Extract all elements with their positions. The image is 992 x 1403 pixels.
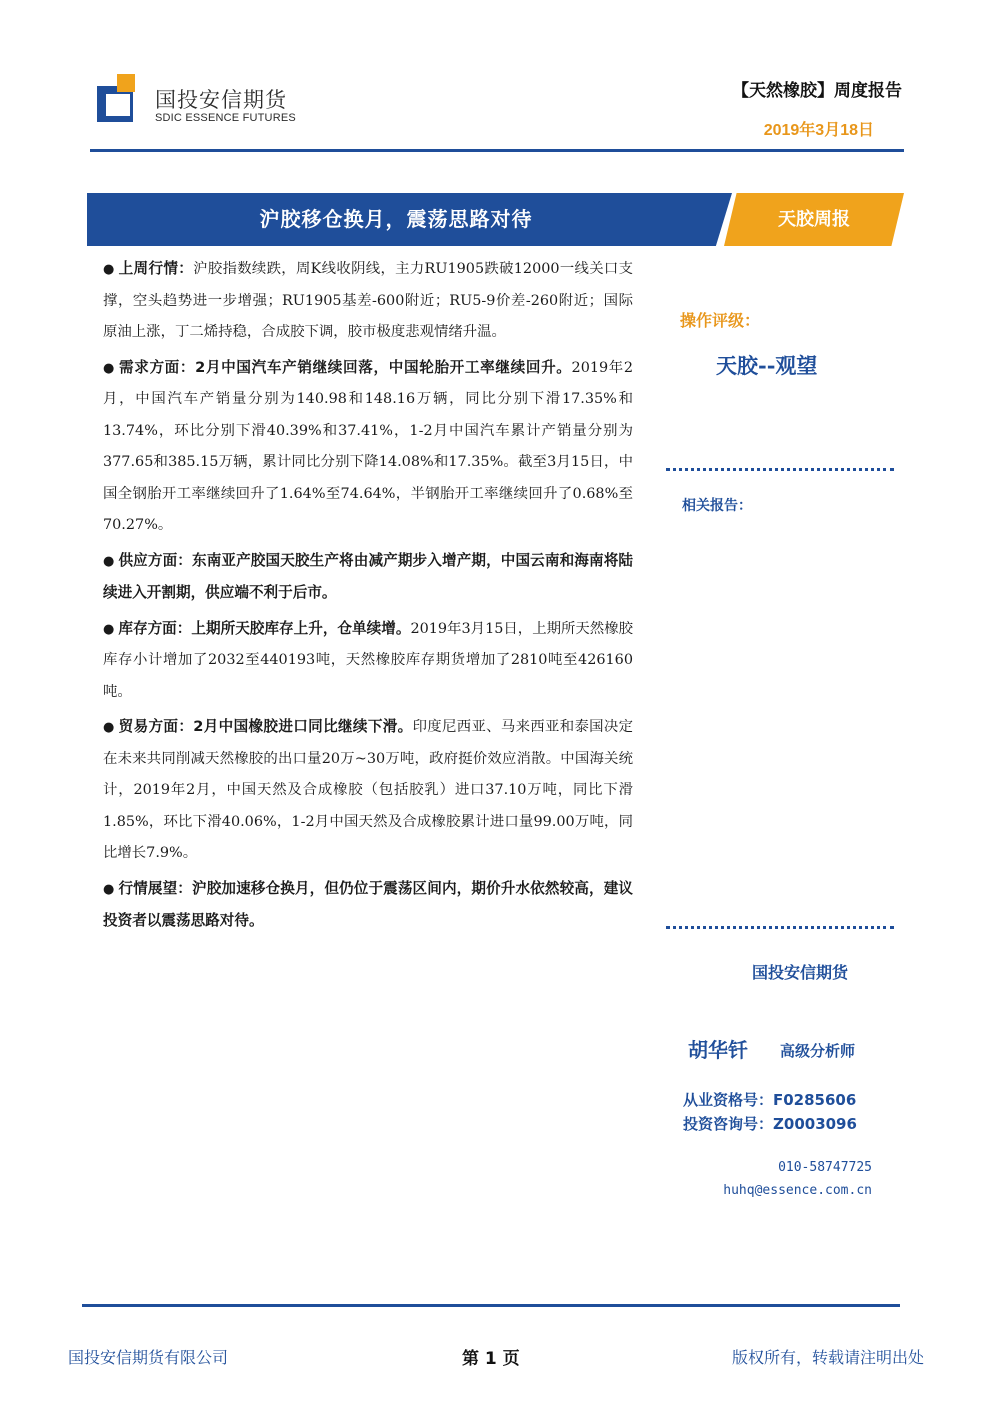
sidebar-divider xyxy=(666,926,894,929)
section-outlook xyxy=(103,873,633,938)
analyst-email[interactable]: huhq@essence.com.cn xyxy=(723,1183,872,1198)
section-heading: 库存方面：上期所天胶库存上升，仓单续增。 xyxy=(118,619,411,637)
section-heading: 贸易方面：2月中国橡胶进口同比继续下滑。 xyxy=(118,718,413,735)
logo-english-name: SDIC ESSENCE FUTURES xyxy=(155,112,296,124)
rating-label: 操作评级： xyxy=(680,311,761,330)
analyst-phone: 010-58747725 xyxy=(778,1160,872,1175)
section-body: 2019年3月15日，上期所天然橡胶库存小计增加了2032至440193吨，天然橡胶库存期货增加了2810吨至426160吨。 xyxy=(103,620,634,700)
section-heading: 供应方面：东南亚产胶国天胶生产将由减产期步入增产期，中国云南和海南将陆续进入开割期，供应端不利于后市。 xyxy=(103,551,634,601)
analyst-name: 胡华钎 xyxy=(688,1038,748,1062)
section-trade xyxy=(103,711,633,870)
bullet-icon: ● xyxy=(103,360,115,376)
report-tag: 天胶周报 xyxy=(778,209,850,230)
footer-divider xyxy=(82,1304,900,1307)
rating-value: 天胶--观望 xyxy=(716,353,818,378)
company-logo xyxy=(97,72,307,128)
report-title: 沪胶移仓换月，震荡思路对待 xyxy=(259,207,533,231)
bullet-icon: ● xyxy=(103,720,115,735)
company-name: 国投安信期货 xyxy=(752,963,849,982)
consult-number: 投资咨询号：Z0003096 xyxy=(683,1115,857,1133)
section-weekly-market xyxy=(103,253,633,349)
main-content xyxy=(103,253,633,941)
logo-chinese-name: 国投安信期货 xyxy=(155,88,287,112)
analyst-title: 高级分析师 xyxy=(780,1042,856,1060)
section-heading: 行情展望：沪胶加速移仓换月，但仍位于震荡区间内，期价升水依然较高，建议投资者以震荡思路对待。 xyxy=(103,879,634,929)
copyright-notice: 版权所有，转载请注明出处 xyxy=(731,1348,924,1367)
sidebar-divider xyxy=(666,468,894,471)
header-divider xyxy=(90,149,904,152)
bullet-icon: ● xyxy=(103,262,115,277)
section-heading: 上周行情： xyxy=(118,260,194,277)
bullet-icon: ● xyxy=(103,553,115,569)
report-type: 【天然橡胶】周度报告 xyxy=(732,81,902,101)
section-demand xyxy=(103,352,633,542)
section-supply xyxy=(103,545,633,610)
section-body: 印度尼西亚、马来西亚和泰国决定在未来共同削减天然橡胶的出口量20万~30万吨，政府挺价效应消散。中国海关统计，2019年2月，中国天然及合成橡胶（包括胶乳）进口37.10万吨，同比下滑1.85%，环比下滑40.06%，1-2月中国天然及合成橡胶累计进口量99.00万吨，同比增长7.9%。 xyxy=(103,719,633,861)
bullet-icon: ● xyxy=(103,621,115,637)
section-inventory xyxy=(103,613,633,709)
page-number: 第 1 页 xyxy=(462,1349,520,1369)
section-body: 沪胶指数续跌，周K线收阴线，主力RU1905跌破12000一线关口支撑，空头趋势进一步增强；RU1905基差-600附近；RU5-9价差-260附近；国际原油上涨，丁二烯持稳，合成胶下调，胶市极度悲观情绪升温。 xyxy=(103,261,633,340)
section-body: 2019年2月，中国汽车产销量分别为140.98和148.16万辆，同比分别下滑17.35%和13.74%，环比分别下滑40.39%和37.41%，1-2月中国汽车累计产销量分别为377.65和385.15万辆，累计同比分别下降14.08%和17.35%。截至3月15日，中国全钢胎开工率继续回升了1.64%至74.64%，半钢胎开工率继续回升了0.68%至70.27%。 xyxy=(103,359,633,533)
related-reports-label: 相关报告： xyxy=(682,498,752,514)
bullet-icon: ● xyxy=(103,881,115,897)
report-date: 2019年3月18日 xyxy=(763,122,874,139)
license-number: 从业资格号：F0285606 xyxy=(683,1091,857,1109)
logo-mark-icon xyxy=(97,72,143,124)
section-heading: 需求方面：2月中国汽车产销继续回落，中国轮胎开工率继续回升。 xyxy=(118,358,572,376)
footer-company: 国投安信期货有限公司 xyxy=(68,1348,229,1367)
